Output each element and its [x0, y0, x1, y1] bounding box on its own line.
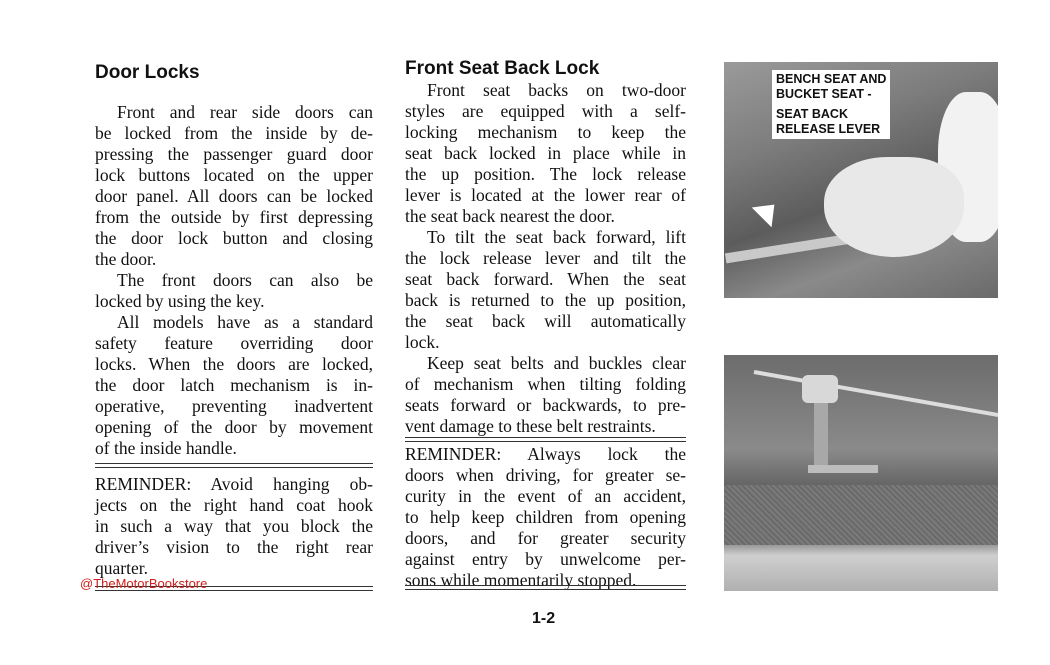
seat-lock-knob-photo [724, 355, 998, 591]
text-line: pressing the passenger guard door [95, 144, 373, 164]
lock-foot [808, 465, 878, 473]
text-line: The front doors can also be [117, 270, 373, 290]
seat-trim [754, 370, 998, 419]
text-line: of the inside handle. [95, 438, 237, 458]
reminder-top-rule [95, 463, 373, 468]
text-line: seats forward or backwards, to pre- [405, 395, 686, 415]
text-line: the door lock button and closing [95, 228, 373, 248]
reminder-top-rule [405, 437, 686, 442]
text-line: locked by using the key. [95, 291, 265, 311]
seat-back-release-lever-photo [724, 62, 998, 298]
text-line: lock. [405, 332, 440, 352]
front-seat-back-lock-section [405, 58, 686, 590]
text-line: jects on the right hand coat hook [95, 495, 373, 515]
reminder-bottom-rule [405, 585, 686, 590]
hand [824, 157, 964, 257]
text-line: styles are equipped with a self- [405, 101, 686, 121]
text-line: lever is located at the lower rear of [405, 185, 686, 205]
text-line: seat back forward. When the seat [405, 269, 686, 289]
text-line: Front and rear side doors can [117, 102, 373, 122]
text-line: driver’s vision to the right rear [95, 537, 373, 557]
text-line: of mechanism when tilting folding [405, 374, 686, 394]
text-line: Front seat backs on two-door [427, 80, 686, 100]
text-line: the lock release lever and tilt the [405, 248, 686, 268]
section-heading: Door Locks [95, 62, 200, 83]
lock-knob [802, 375, 838, 403]
text-line: lock buttons located on the upper [95, 165, 373, 185]
text-line: door panel. All doors can be locked [95, 186, 373, 206]
text-line: in such a way that you block the [95, 516, 373, 536]
text-line: All models have as a standard [117, 312, 373, 332]
text-line: operative, preventing inadvertent [95, 396, 373, 416]
text-line: REMINDER: Avoid hanging ob- [95, 474, 373, 494]
text-line: sons while momentarily stopped. [405, 570, 637, 590]
text-line: locking mechanism to keep the [405, 122, 686, 142]
text-line: vent damage to these belt restraints. [405, 416, 656, 436]
page-number: 1-2 [532, 610, 556, 627]
text-line: opening of the door by movement [95, 417, 373, 437]
door-locks-section [95, 62, 373, 578]
text-line: To tilt the seat back forward, lift [427, 227, 686, 247]
text-line: curity in the event of an accident, [405, 486, 686, 506]
carpet [724, 485, 998, 545]
arrow-icon [752, 195, 785, 228]
text-line: quarter. [95, 558, 148, 578]
text-line: REMINDER: Always lock the [405, 444, 686, 464]
text-line: the door latch mechanism is in- [95, 375, 373, 395]
text-line: locks. When the doors are locked, [95, 354, 373, 374]
caption-line: RELEASE LEVER [776, 122, 881, 136]
text-line: doors, and for greater security [405, 528, 686, 548]
text-line: the door. [95, 249, 157, 269]
section-heading: Front Seat Back Lock [405, 58, 600, 79]
caption-line: BUCKET SEAT - [776, 87, 872, 101]
lock-stem [814, 401, 828, 471]
text-line: Keep seat belts and buckles clear [427, 353, 686, 373]
text-line: the seat back nearest the door. [405, 206, 615, 226]
text-line: seat back locked in place while in [405, 143, 686, 163]
text-line: against entry by unwelcome per- [405, 549, 686, 569]
text-line: from the outside by first depressing [95, 207, 373, 227]
text-line: back is returned to the up position, [405, 290, 686, 310]
text-line: safety feature overriding door [95, 333, 373, 353]
photo-caption [772, 70, 890, 139]
text-line: the seat back will automatically [405, 311, 686, 331]
text-line: to help keep children from opening [405, 507, 686, 527]
watermark: @TheMotorBookstore [80, 576, 208, 591]
text-line: the up position. The lock release [405, 164, 686, 184]
caption-line: SEAT BACK [776, 107, 848, 121]
text-line: doors when driving, for greater se- [405, 465, 686, 485]
text-line: be locked from the inside by de- [95, 123, 373, 143]
caption-line: BENCH SEAT AND [776, 72, 887, 86]
